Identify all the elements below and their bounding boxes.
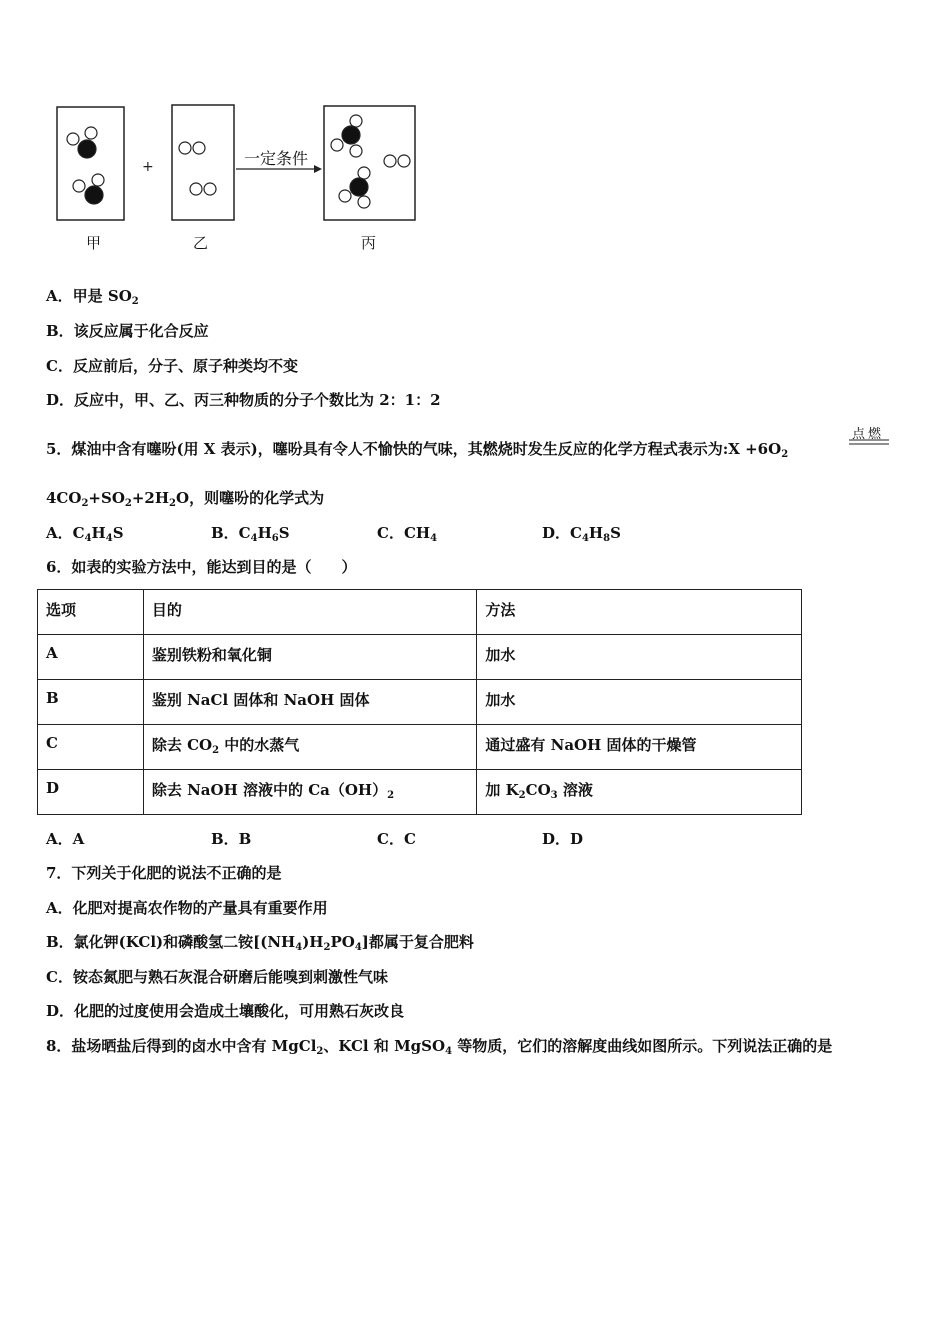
q4-option-a: A．甲是 $SO_2$	[46, 287, 139, 307]
arrow-condition-label: 一定条件	[244, 149, 309, 168]
molecule-bing-1	[331, 115, 362, 157]
cell-option: A	[38, 635, 144, 680]
cell-purpose: 除去 $CO_2$ 中的水蒸气	[143, 725, 477, 770]
molecule-yi-1	[179, 142, 205, 154]
q5-products: $4CO_2+SO_2+2H_2O$，则噻吩的化学式为	[46, 489, 325, 509]
table-row	[38, 770, 802, 815]
header-purpose: 目的	[143, 590, 477, 635]
plus-sign: +	[142, 159, 154, 175]
label-yi: 乙	[193, 234, 209, 252]
q5-equals-sign	[849, 438, 889, 448]
table-row	[38, 635, 802, 680]
label-jia: 甲	[86, 234, 102, 252]
table-row	[38, 725, 802, 770]
cell-option: D	[38, 770, 144, 815]
q7-option-b: B．氯化钾(KCl)和磷酸氢二铵$[(NH_4)H_2PO_4]$都属于复合肥料	[46, 933, 474, 953]
q5-option-a: A．$C_4H_4S$	[46, 524, 124, 544]
q7-option-d: D．化肥的过度使用会造成土壤酸化，可用熟石灰改良	[46, 1002, 405, 1020]
q4-option-c: C．反应前后，分子、原子种类均不变	[46, 357, 298, 375]
label-bing: 丙	[361, 234, 377, 252]
q5-condition: 点燃	[852, 427, 885, 442]
cell-option: B	[38, 680, 144, 725]
q8-stem: 8．盐场晒盐后得到的卤水中含有 MgCl$_2$、KCl 和 MgSO$_4$ 等物质，它们的溶解度曲线如图所示。下列说法正确的是	[46, 1037, 833, 1057]
q7-option-a: A．化肥对提高农作物的产量具有重要作用	[46, 899, 328, 917]
q5-option-c: C．$CH_4$	[377, 524, 438, 544]
cell-method: 通过盛有 NaOH 固体的干燥管	[477, 725, 802, 770]
cell-purpose: 鉴别 NaCl 固体和 NaOH 固体	[143, 680, 477, 725]
q6-option-a: A．A	[46, 830, 85, 848]
q4-option-d: D．反应中，甲、乙、丙三种物质的分子个数比为 2：1：2	[46, 391, 441, 409]
box-yi	[172, 105, 234, 220]
molecule-bing-2	[339, 167, 370, 208]
cell-option: C	[38, 725, 144, 770]
q5-option-b: B．$C_4H_6S$	[211, 524, 290, 544]
cell-method: 加 $K_2CO_3$ 溶液	[477, 770, 802, 815]
cell-purpose: 鉴别铁粉和氧化铜	[143, 635, 477, 680]
q7-option-c: C．铵态氮肥与熟石灰混合研磨后能嗅到刺激性气味	[46, 968, 388, 986]
q7-stem: 7．下列关于化肥的说法不正确的是	[46, 864, 282, 882]
molecule-yi-2	[190, 183, 216, 195]
cell-method: 加水	[477, 680, 802, 725]
table-row	[38, 680, 802, 725]
reaction-diagram	[0, 0, 950, 260]
q6-table	[37, 589, 802, 815]
q5-stem: 5．煤油中含有噻吩(用 X 表示)，噻吩具有令人不愉快的气味，其燃烧时发生反应的化学方程式表示为:X $+6O_2$	[46, 440, 789, 460]
q6-option-b: B．B	[211, 830, 252, 848]
q5-option-d: D．$C_4H_8S$	[542, 524, 621, 544]
header-option: 选项	[38, 590, 144, 635]
q6-stem: 6．如表的实验方法中，能达到目的是（ ）	[46, 558, 357, 576]
molecule-bing-3	[384, 155, 410, 167]
header-method: 方法	[477, 590, 802, 635]
molecule-jia-2	[73, 174, 104, 204]
arrow-head	[314, 165, 322, 173]
q6-option-d: D．D	[542, 830, 584, 848]
q6-option-c: C．C	[377, 830, 416, 848]
q4-option-b: B．该反应属于化合反应	[46, 322, 209, 340]
molecule-jia-1	[67, 127, 97, 158]
table-header-row	[38, 590, 802, 635]
cell-purpose: 除去 NaOH 溶液中的 $Ca(OH)_2$	[143, 770, 477, 815]
cell-method: 加水	[477, 635, 802, 680]
